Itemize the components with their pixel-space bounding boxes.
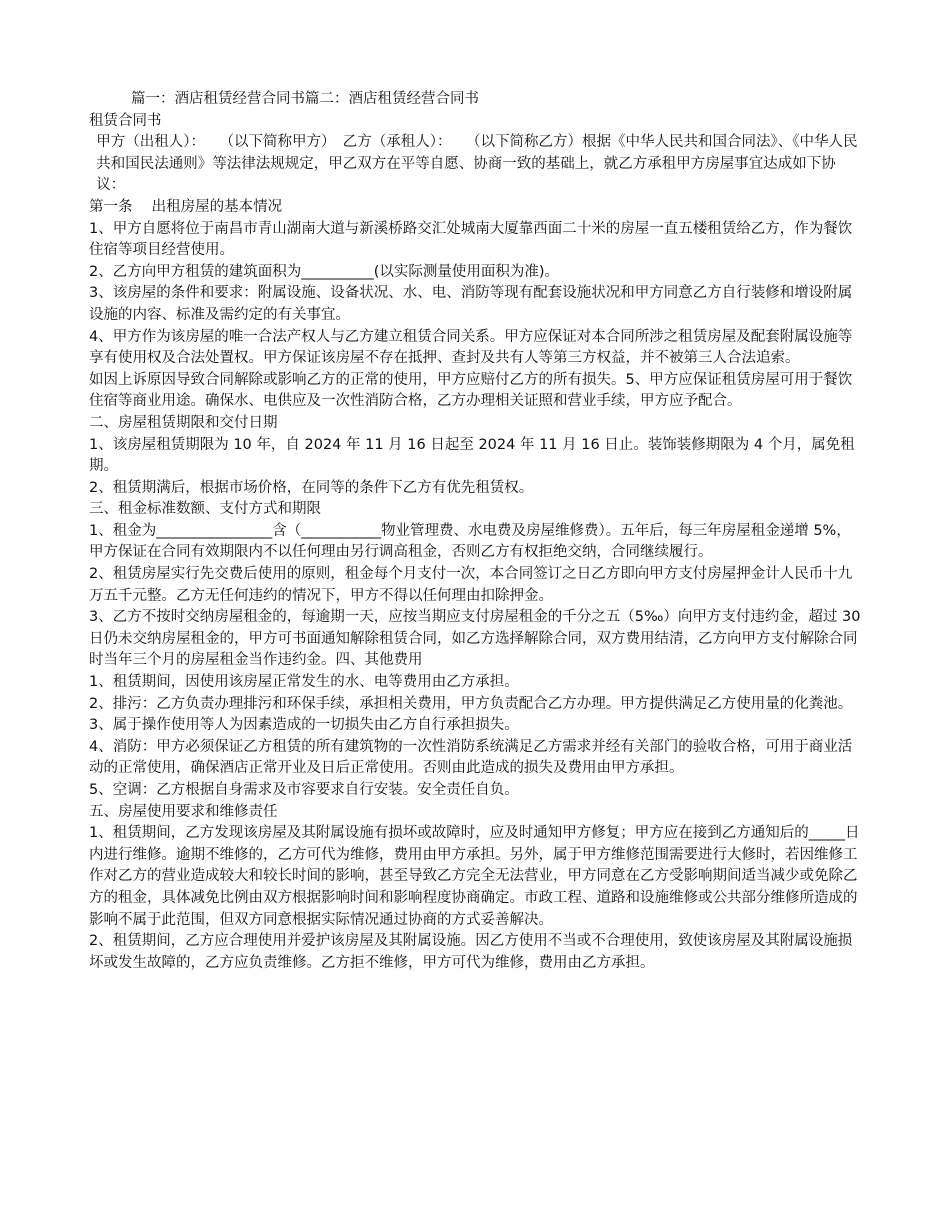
clause-2-2: 2、租赁期满后，根据市场价格，在同等的条件下乙方有优先租赁权。 bbox=[89, 479, 534, 496]
clause-4-2: 2、排污：乙方负责办理排污和环保手续，承担相关费用，甲方负责配合乙方办理。甲方提供满足乙方使用量的化粪池。 bbox=[89, 695, 853, 712]
clause-3-3: 3、乙方不按时交纳房屋租金的，每逾期一天，应按当期应支付房屋租金的千分之五（5‰）向甲方支付违约金，超过 30 日仍未交纳房屋租金的，甲方可书面通知解除租赁合同，如乙方选择解除合同，双方费用结清，乙方向甲方支付解除合同时当年三个月的房屋租金当作违约金。四、其他费用 bbox=[89, 609, 861, 669]
clause-1-2: 2、乙方向甲方租赁的建筑面积为__________(以实际测量使用面积为准)。 bbox=[89, 263, 560, 280]
clause-1-4: 4、甲方作为该房屋的唯一合法产权人与乙方建立租赁合同关系。甲方应保证对本合同所涉之租赁房屋及配套附属设施等享有使用权及合法处置权。甲方保证该房屋不存在抵押、查封及共有人等第三方权益，并不被第三人合法追索。 bbox=[89, 328, 853, 367]
document-page bbox=[89, 89, 861, 974]
clause-2-1: 1、该房屋租赁期限为 10 年，自 2024 年 11 月 16 日起至 2024 年 11 月 16 日止。装饰装修期限为 4 个月，属免租期。 bbox=[89, 436, 855, 475]
clause-4-5: 5、空调：乙方根据自身需求及市容要求自行安装。安全责任自负。 bbox=[89, 782, 519, 798]
clause-3-1: 1、租金为________________含（___________物业管理费、水电费及房屋维修费）。五年后，每三年房屋租金递增 5%，甲方保证在合同有效期限内不以任何理由另行调高租金，否则乙方有权拒绝交纳，合同继续履行。 bbox=[89, 522, 851, 561]
clause-5-1: 1、租赁期间，乙方发现该房屋及其附属设施有损坏或故障时，应及时通知甲方修复；甲方应在接到乙方通知后的_____日内进行维修。逾期不维修的，乙方可代为维修，费用由甲方承担。另外，属于甲方维修范围需要进行大修时，若因维修工作对乙方的营业造成较大和较长时间的影响，甚至导致乙方完全无法营业，甲方同意在乙方受影响期间适当减少或免除乙方的租金，具体减免比例由双方根据影响时间和影响程度协商确定。市政工程、道路和设施维修或公共部分维修所造成的影响不属于此范围，但双方同意根据实际情况通过协商的方式妥善解决。 bbox=[89, 825, 860, 928]
section-heading-5: 五、房屋使用要求和维修责任 bbox=[89, 803, 278, 820]
contract-title: 租赁合同书 bbox=[89, 112, 162, 129]
clause-5-2: 2、租赁期间，乙方应合理使用并爱护该房屋及其附属设施。因乙方使用不当或不合理使用，致使该房屋及其附属设施损坏或发生故障的，乙方应负责维修。乙方拒不维修，甲方可代为维修，费用由乙方承担。 bbox=[89, 933, 853, 971]
clause-4-1: 1、租赁期间，因使用该房屋正常发生的水、电等费用由乙方承担。 bbox=[89, 674, 519, 691]
section-heading-3: 三、租金标准数额、支付方式和期限 bbox=[89, 501, 321, 518]
section-heading-2: 二、房屋租赁期限和交付日期 bbox=[89, 414, 278, 431]
section-heading-1: 第一条 出租房屋的基本情况 bbox=[89, 198, 283, 215]
contract-preamble: 甲方（出租人）： （以下简称甲方） 乙方（承租人）： （以下简称乙方）根据《中华人民共和国合同法》、《中华人民共和国民法通则》等法律法规规定，甲乙双方在平等自愿、协商一致的基础上，就乙方承租甲方房屋事宜达成如下协议： bbox=[96, 134, 858, 194]
clause-4-4: 4、消防：甲方必须保证乙方租赁的所有建筑物的一次性消防系统满足乙方需求并经有关部门的验收合格，可用于商业活动的正常使用，确保酒店正常开业及日后正常使用。否则由此造成的损失及费用由甲方承担。 bbox=[89, 738, 853, 777]
clause-1-4-continued: 如因上诉原因导致合同解除或影响乙方的正常的使用，甲方应赔付乙方的所有损失。5、甲方应保证租赁房屋可用于餐饮住宿等商业用途。确保水、电供应及一次性消防合格，乙方办理相关证照和营业手续，甲方应予配合。 bbox=[89, 371, 853, 410]
document-heading: 篇一：酒店租赁经营合同书篇二：酒店租赁经营合同书 bbox=[131, 91, 480, 107]
clause-4-3: 3、属于操作使用等人为因素造成的一切损失由乙方自行承担损失。 bbox=[89, 717, 519, 734]
clause-1-1: 1、甲方自愿将位于南昌市青山湖南大道与新溪桥路交汇处城南大厦靠西面二十米的房屋一直五楼租赁给乙方，作为餐饮住宿等项目经营使用。 bbox=[89, 220, 853, 259]
clause-3-2: 2、租赁房屋实行先交费后使用的原则，租金每个月支付一次，本合同签订之日乙方即向甲方支付房屋押金计人民币十九万五千元整。乙方无任何违约的情况下，甲方不得以任何理由扣除押金。 bbox=[89, 566, 853, 604]
clause-1-3: 3、该房屋的条件和要求：附属设施、设备状况、水、电、消防等现有配套设施状况和甲方同意乙方自行装修和增设附属设施的内容、标准及需约定的有关事宜。 bbox=[89, 285, 853, 323]
